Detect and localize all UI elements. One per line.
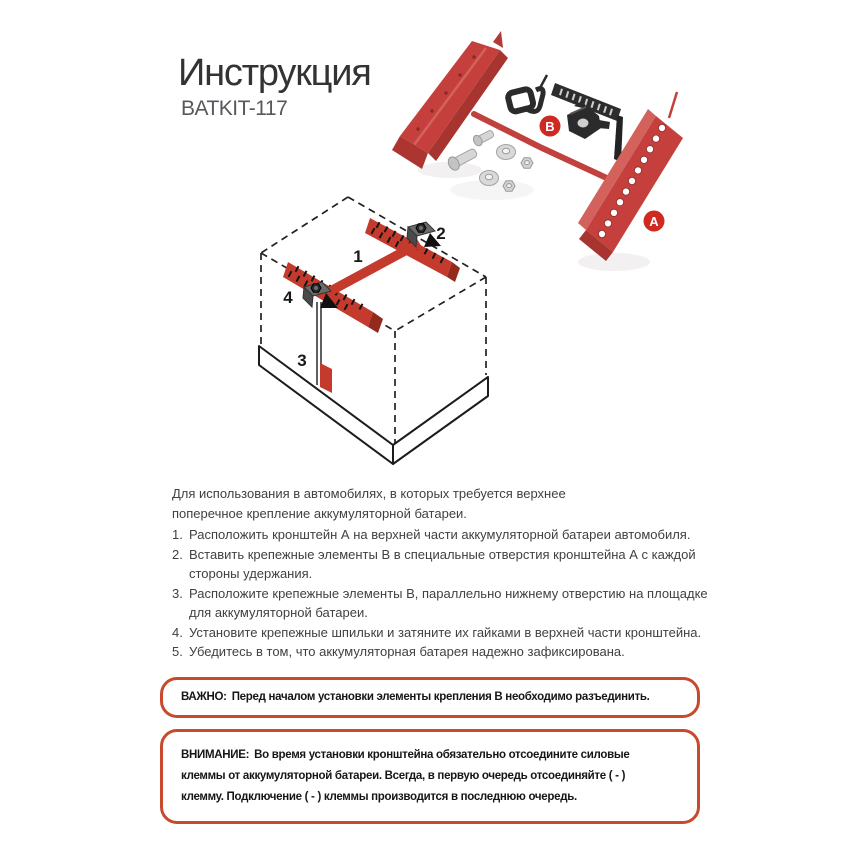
shadow bbox=[578, 253, 650, 271]
battery-tray bbox=[259, 346, 488, 464]
important-text: Перед началом установки элементы крепления В необходимо разъединить. bbox=[231, 691, 650, 703]
step-number: 4. bbox=[172, 624, 183, 640]
callout-4: 4 bbox=[283, 288, 293, 307]
assembly-diagram bbox=[240, 185, 520, 465]
step-item bbox=[172, 623, 720, 643]
step-number: 3. bbox=[172, 585, 183, 601]
callout-2: 2 bbox=[436, 224, 446, 243]
attention-line: ВНИМАНИЕ: Во время установки кронштейна обязательно отсоедините силовые bbox=[181, 749, 630, 761]
step-item bbox=[172, 525, 720, 545]
step-text: Расположите крепежные элементы В, параллельно нижнему отверстию на площадке для аккумуляторной батареи. bbox=[189, 585, 708, 620]
rod-foot bbox=[320, 363, 332, 393]
svg-text:B: B bbox=[545, 119, 555, 134]
step-item bbox=[172, 642, 720, 662]
step-item bbox=[172, 545, 720, 584]
intro-paragraph: Для использования в автомобилях, в которых требуется верхнее поперечное крепление аккумуляторной батареи. bbox=[172, 486, 566, 521]
step-text: Вставить крепежные элементы В в специальные отверстия кронштейна А с каждой стороны удержания. bbox=[189, 546, 696, 581]
step-text: Расположить кронштейн А на верхней части аккумуляторной батареи автомобиля. bbox=[189, 527, 691, 542]
callout-1: 1 bbox=[353, 247, 363, 266]
attention-line: клеммы от аккумуляторной батареи. Всегда, в первую очередь отсоединяйте ( - ) bbox=[181, 770, 626, 782]
diagram-crossbar bbox=[319, 239, 422, 300]
attention-label: ВНИМАНИЕ: bbox=[181, 749, 250, 761]
step-text: Установите крепежные шпильки и затяните их гайками в верхней части кронштейна. bbox=[189, 624, 702, 640]
callout-3: 3 bbox=[297, 351, 307, 370]
attention-box bbox=[160, 729, 700, 824]
step-number: 2. bbox=[172, 546, 183, 562]
step-number: 5. bbox=[172, 644, 183, 659]
step-number: 1. bbox=[172, 527, 183, 542]
step-item bbox=[172, 584, 720, 623]
steps-list bbox=[172, 525, 720, 662]
attention-line: клемму. Подключение ( - ) клеммы производится в последнюю очередь. bbox=[181, 791, 577, 803]
svg-text:A: A bbox=[649, 214, 659, 229]
page-title: Инструкция bbox=[178, 52, 371, 94]
model-subtitle: BATKIT-117 bbox=[181, 97, 288, 120]
part-a-badge bbox=[644, 211, 665, 232]
important-label: ВАЖНО: bbox=[181, 691, 227, 703]
left-bracket-plate bbox=[392, 31, 508, 169]
step-text: Убедитесь в том, что аккумуляторная батарея надежно зафиксирована. bbox=[189, 644, 625, 659]
important-box bbox=[160, 677, 700, 718]
part-b-badge bbox=[540, 116, 561, 137]
hook-clamp bbox=[507, 75, 547, 112]
